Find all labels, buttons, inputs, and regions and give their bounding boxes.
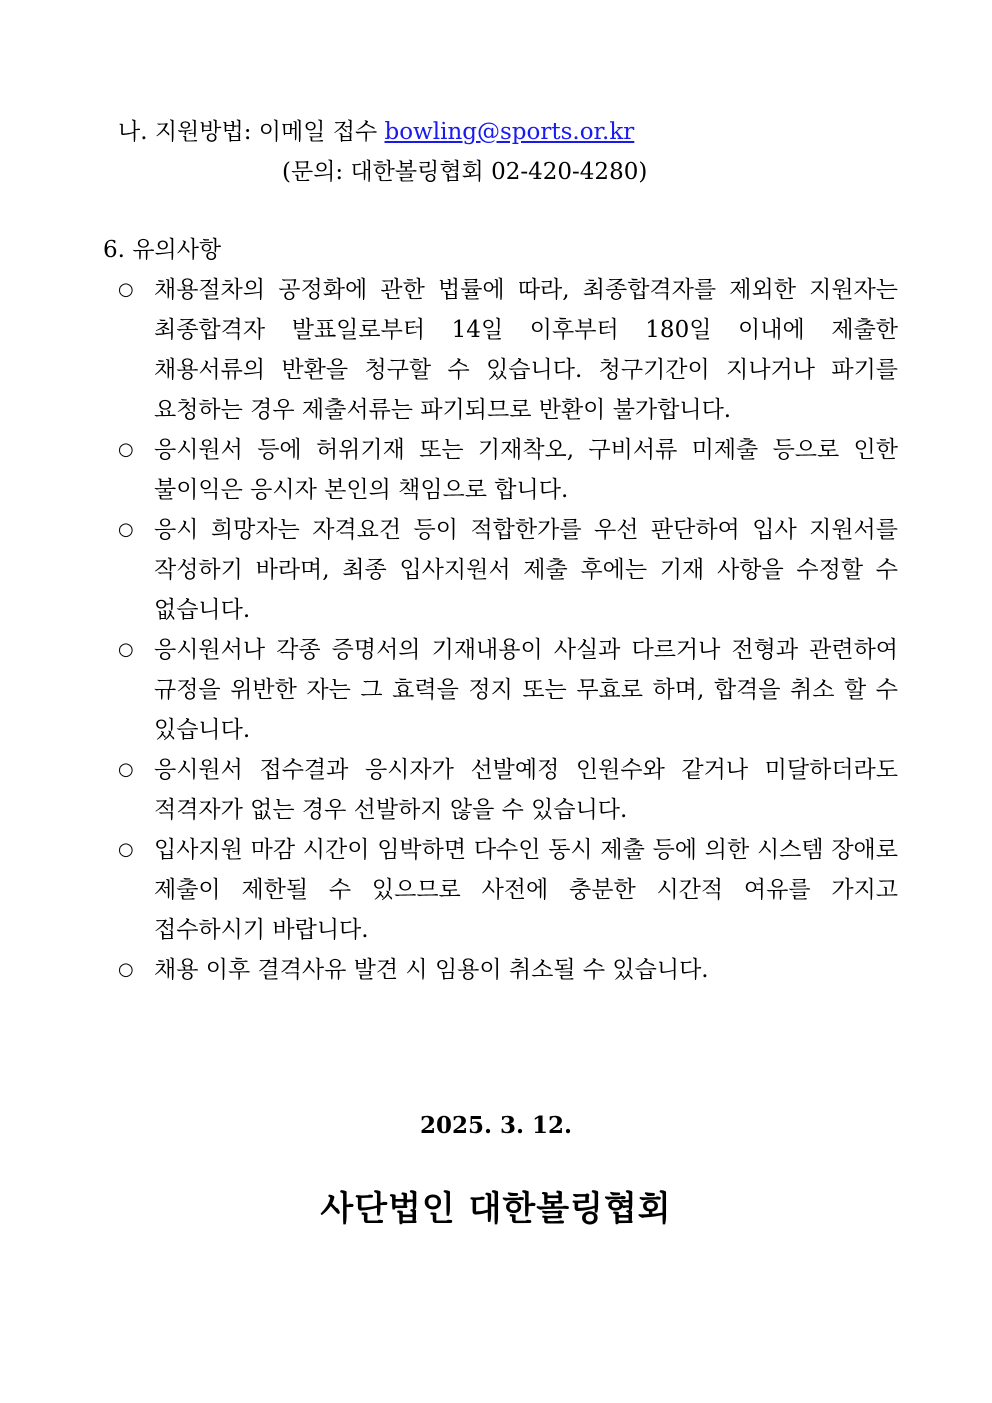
bullet-icon: ○	[118, 759, 134, 780]
note-text: 채용절차의 공정화에 관한 법률에 따라, 최종합격자를 제외한 지원자는 최종합격자 발표일로부터 14일 이후부터 180일 이내에 제출한 채용서류의 반환을 청구할 수 있습니다. 청구기간이 지나거나 파기를 요청하는 경우 제출서류는 파기되므로 반환이 불가합니다.	[154, 277, 898, 423]
organization-name: 사단법인 대한볼링협회	[320, 1189, 672, 1229]
note-text: 응시원서나 각종 증명서의 기재내용이 사실과 다르거나 전형과 관련하여 규정을 위반한 자는 그 효력을 정지 또는 무효로 하며, 합격을 취소 할 수 있습니다.	[154, 637, 898, 743]
list-item	[118, 510, 898, 630]
list-item	[118, 830, 898, 950]
bullet-icon: ○	[118, 439, 134, 460]
list-item	[118, 430, 898, 510]
application-method-label: 나. 지원방법: 이메일 접수	[118, 119, 385, 145]
list-item	[118, 630, 898, 750]
note-text: 응시원서 접수결과 응시자가 선발예정 인원수와 같거나 미달하더라도 적격자가 없는 경우 선발하지 않을 수 있습니다.	[154, 757, 898, 823]
bullet-icon: ○	[118, 959, 134, 980]
note-text: 채용 이후 결격사유 발견 시 임용이 취소될 수 있습니다.	[154, 957, 709, 983]
bullet-icon: ○	[118, 639, 134, 660]
note-text: 입사지원 마감 시간이 임박하면 다수인 동시 제출 등에 의한 시스템 장애로 제출이 제한될 수 있으므로 사전에 충분한 시간적 여유를 가지고 접수하시기 바랍니다.	[154, 837, 898, 943]
list-item	[118, 950, 898, 990]
bullet-icon: ○	[118, 519, 134, 540]
document-date: 2025. 3. 12.	[419, 1112, 573, 1139]
note-text: 응시원서 등에 허위기재 또는 기재착오, 구비서류 미제출 등으로 인한 불이익은 응시자 본인의 책임으로 합니다.	[154, 437, 898, 503]
bullet-icon: ○	[118, 279, 134, 300]
list-item	[118, 270, 898, 430]
contact-info: (문의: 대한볼링협회 02-420-4280)	[282, 159, 648, 185]
notes-list	[118, 270, 898, 990]
note-text: 응시 희망자는 자격요건 등이 적합한가를 우선 판단하여 입사 지원서를 작성하기 바라며, 최종 입사지원서 제출 후에는 기재 사항을 수정할 수 없습니다.	[154, 517, 898, 623]
email-link[interactable]: bowling@sports.or.kr	[384, 119, 635, 145]
application-method-line	[118, 112, 634, 152]
list-item	[118, 750, 898, 830]
bullet-icon: ○	[118, 839, 134, 860]
section-title: 6. 유의사항	[103, 237, 222, 263]
